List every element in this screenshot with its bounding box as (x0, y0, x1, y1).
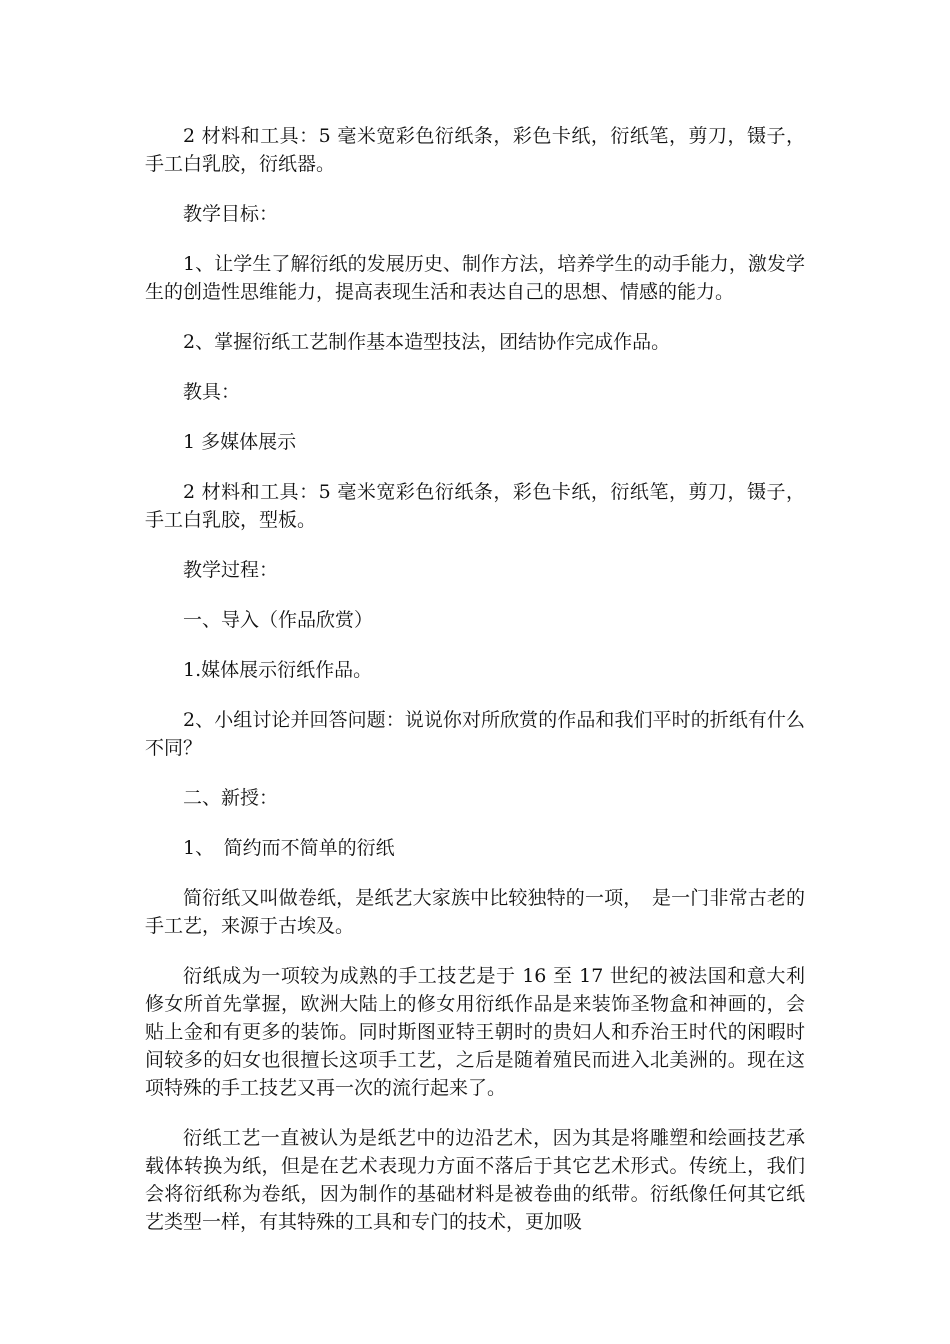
subsection-1-heading: 1、 简约而不简单的衍纸 (183, 837, 395, 859)
quilling-history-paragraph: 衍纸成为一项较为成熟的手工技艺是于 16 至 17 世纪的被法国和意大利修女所首先掌握，欧洲大陆上的修女用衍纸作品是来装饰圣物盒和神画的，会贴上金和有更多的装饰。同时斯图亚特王朝时的贵妇人和乔治王时代的闲暇时间较多的妇女也很擅长这项手工艺，之后是随着殖民而进入北美洲的。现在这项特殊的手工技艺又再一次的流行起来了。 (145, 965, 805, 1099)
quilling-intro-paragraph: 简衍纸又叫做卷纸，是纸艺大家族中比较独特的一项， 是一门非常古老的手工艺，来源于古埃及。 (145, 887, 805, 937)
aid-1-paragraph: 1 多媒体展示 (183, 431, 297, 453)
goal-1-paragraph: 1、让学生了解衍纸的发展历史、制作方法，培养学生的动手能力，激发学生的创造性思维能力，提高表现生活和表达自己的思想、情感的能力。 (145, 253, 805, 303)
teaching-aids-heading: 教具： (183, 381, 241, 403)
new-lesson-heading: 二、新授： (183, 787, 279, 809)
teaching-process-heading: 教学过程： (183, 559, 279, 581)
aid-2-paragraph: 2 材料和工具：5 毫米宽彩色衍纸条，彩色卡纸，衍纸笔，剪刀，镊子，手工白乳胶，型板。 (145, 481, 805, 531)
intro-step-1: 1.媒体展示衍纸作品。 (183, 659, 373, 681)
intro-section-heading: 一、导入（作品欣赏） (183, 609, 374, 631)
teaching-goals-heading: 教学目标： (183, 203, 279, 225)
goal-2-paragraph: 2、掌握衍纸工艺制作基本造型技法，团结协作完成作品。 (183, 331, 671, 353)
quilling-art-paragraph: 衍纸工艺一直被认为是纸艺中的边沿艺术，因为其是将雕塑和绘画技艺承载体转换为纸，但是在艺术表现力方面不落后于其它艺术形式。传统上，我们会将衍纸称为卷纸，因为制作的基础材料是被卷曲的纸带。衍纸像任何其它纸艺类型一样，有其特殊的工具和专门的技术，更加吸 (145, 1127, 805, 1233)
intro-step-2: 2、小组讨论并回答问题：说说你对所欣赏的作品和我们平时的折纸有什么不同？ (145, 709, 805, 759)
materials-paragraph: 2 材料和工具：5 毫米宽彩色衍纸条，彩色卡纸，衍纸笔，剪刀，镊子，手工白乳胶，衍纸器。 (145, 125, 805, 175)
document-body (145, 122, 805, 1236)
